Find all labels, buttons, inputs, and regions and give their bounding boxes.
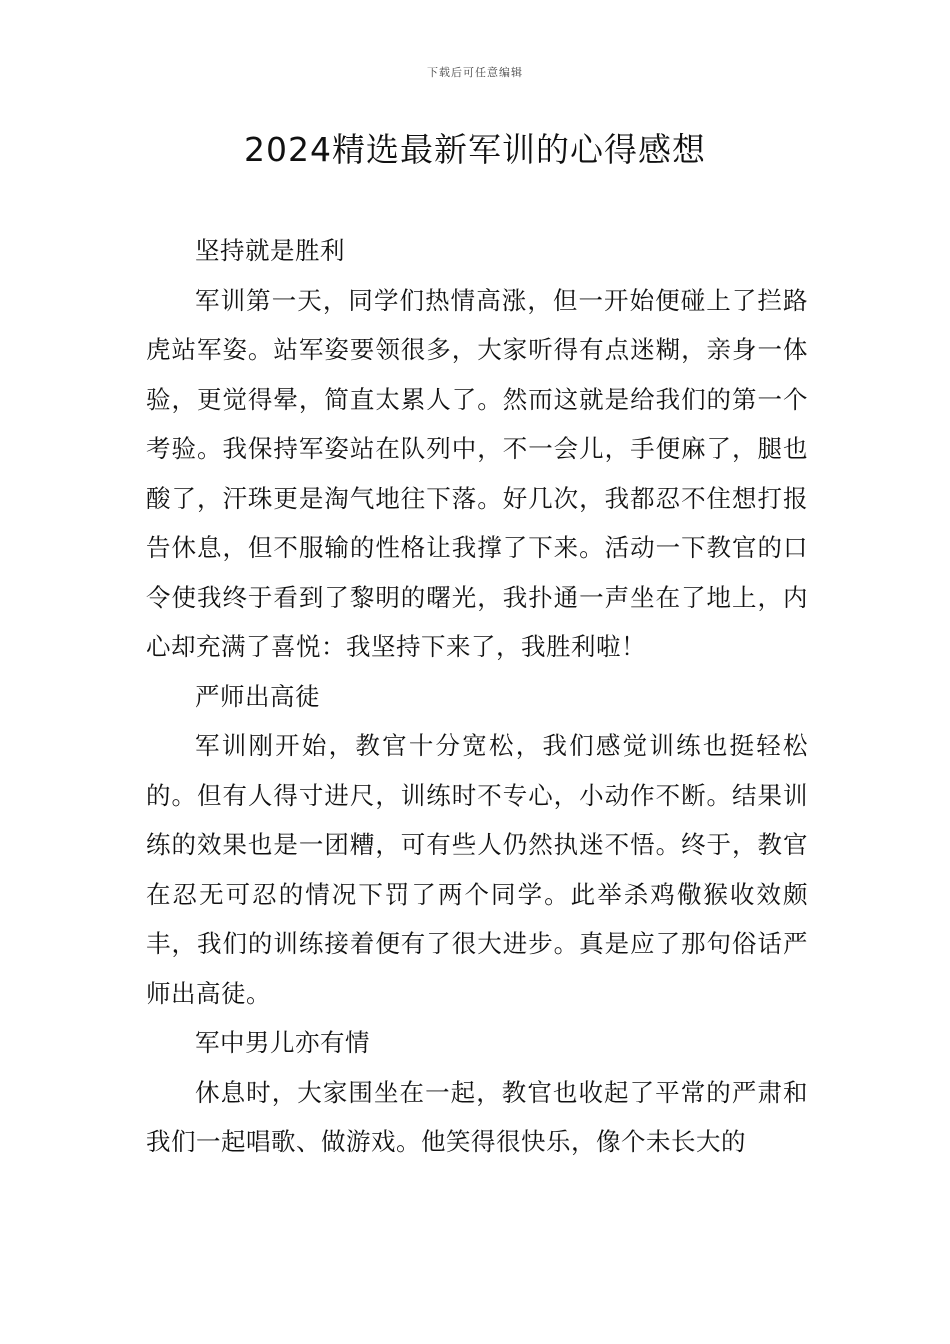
body-paragraph: 休息时，大家围坐在一起，教官也收起了平常的严肃和我们一起唱歌、做游戏。他笑得很快乐，像个未长大的 [146, 1077, 808, 1156]
document-body [146, 226, 808, 1167]
body-paragraph: 军训第一天，同学们热情高涨，但一开始便碰上了拦路虎站军姿。站军姿要领很多，大家听得有点迷糊，亲身一体验，更觉得晕，简直太累人了。然而这就是给我们的第一个考验。我保持军姿站在队列中，不一会儿，手便麻了，腿也酸了，汗珠更是淘气地往下落。好几次，我都忍不住想打报告休息，但不服输的性格让我撑了下来。活动一下教官的口令使我终于看到了黎明的曙光，我扑通一声坐在了地上，内心却充满了喜悦：我坚持下来了，我胜利啦！ [146, 285, 808, 661]
section-heading-perseverance: 坚持就是胜利 [195, 236, 345, 265]
section-heading-strict-teacher: 严师出高徒 [195, 681, 320, 711]
document-title: 2024精选最新军训的心得感想 [244, 130, 706, 169]
body-paragraph: 军训刚开始，教官十分宽松，我们感觉训练也挺轻松的。但有人得寸进尺，训练时不专心，小动作不断。结果训练的效果也是一团糟，可有些人仍然执迷不悟。终于，教官在忍无可忍的情况下罚了两个同学。此举杀鸡儆猴收效颇丰，我们的训练接着便有了很大进步。真是应了那句俗话严师出高徒。 [146, 731, 808, 1008]
header-note: 下载后可任意编辑 [427, 66, 523, 79]
section-heading-soldier-feelings: 军中男儿亦有情 [195, 1028, 370, 1057]
